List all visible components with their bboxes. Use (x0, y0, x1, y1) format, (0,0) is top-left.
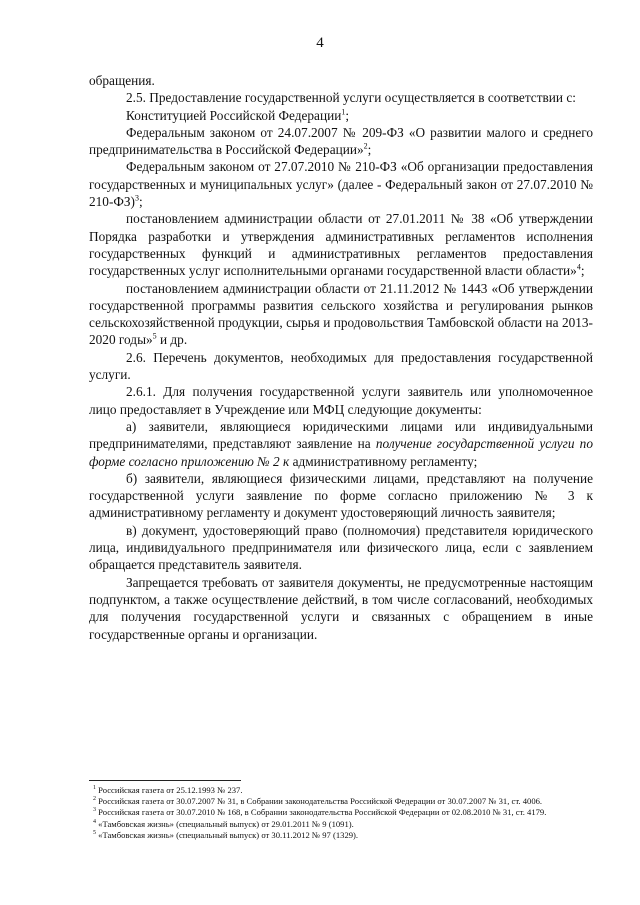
footnote: $^1$ Российская газета от 25.12.1993 № 237. (93, 785, 243, 795)
paragraph: Конституцией Российской Федерации$^1$; (126, 107, 350, 123)
paragraph: Запрещается требовать от заявителя документы, не предусмотренные настоящим подпунктом, а также осуществление действий, в том числе согласований, необходимых для получения государственной услуги и связанных с обращением в иные государственные органы и организации. (89, 574, 593, 642)
footnote-ref: 2 (363, 141, 368, 151)
footnote: $^2$ Российская газета от 30.07.2007 № 31, в Собрании законодательства Российской Федерации от 30.07.2007 № 31, ст. 4006. (93, 796, 543, 807)
paragraph: 2.5. Предоставление государственной услуги осуществляется в соответствии с: (126, 90, 576, 106)
paragraph: обращения. (89, 73, 155, 88)
paragraph: а) заявители, являющиеся юридическими лицами или индивидуальными предпринимателями, представляют заявление на получение государственной услуги по форме согласно приложению № 2 к административному регламенту; (89, 418, 593, 469)
footnote: $^4$ «Тамбовская жизнь» (специальный выпуск) от 29.01.2011 № 9 (1091). (93, 818, 354, 829)
paragraph: б) заявители, являющиеся физическими лицами, представляют на получение государственной услуги заявление по форме согласно приложению № 3 к административному регламенту и документ удостоверяющий личность заявителя; (89, 470, 593, 521)
footnote-divider (89, 780, 241, 781)
footnote-ref: 3 (134, 193, 139, 203)
paragraph: Федеральным законом от 27.07.2010 № 210-ФЗ «Об организации предоставления государственных и муниципальных услуг» (далее - Федеральный закон от 27.07.2010 № 210-ФЗ)$^3$; (89, 159, 593, 210)
footnote-ref: 5 (152, 332, 157, 342)
paragraph: постановлением администрации области от 27.01.2011 № 38 «Об утверждении Порядка разработки и утверждения административных регламентов исполнения государственных функций и административных регламентов предоставления государственных услуг исполнительными органами государственной власти области»$^4$; (89, 211, 593, 279)
footnotes (89, 785, 593, 841)
footnote: $^3$ Российская газета от 30.07.2010 № 168, в Собрании законодательства Российской Федерации от 02.08.2010 № 31, ст. 4179. (93, 807, 547, 818)
page-number: 4 (316, 35, 324, 51)
paragraph: 2.6. Перечень документов, необходимых для предоставления государственной услуги. (89, 349, 593, 383)
italic-phrase: получение государственной услуги по форме согласно приложению № 2 к (89, 436, 593, 469)
paragraph: Федеральным законом от 24.07.2007 № 209-ФЗ «О развитии малого и среднего предпринимательства в Российской Федерации»$^2$; (89, 124, 593, 158)
footnote: $^5$ «Тамбовская жизнь» (специальный выпуск) от 30.11.2012 № 97 (1329). (93, 829, 359, 840)
body-text (89, 72, 593, 643)
footnote-ref: 1 (341, 107, 346, 117)
paragraph: постановлением администрации области от 21.11.2012 № 1443 «Об утверждении государственной программы развития сельского хозяйства и регулирования рынков сельскохозяйственной продукции, сырья и продовольствия Тамбовской области на 2013-2020 годы»$^5$ и др. (89, 280, 593, 348)
footnote-ref: 4 (576, 262, 581, 272)
paragraph: в) документ, удостоверяющий право (полномочия) представителя юридического лица, индивидуального предпринимателя или физического лица, если с заявлением обращается представитель заявителя. (89, 522, 593, 573)
paragraph: 2.6.1. Для получения государственной услуги заявитель или уполномоченное лицо предоставляет в Учреждение или МФЦ следующие документы: (89, 384, 593, 417)
